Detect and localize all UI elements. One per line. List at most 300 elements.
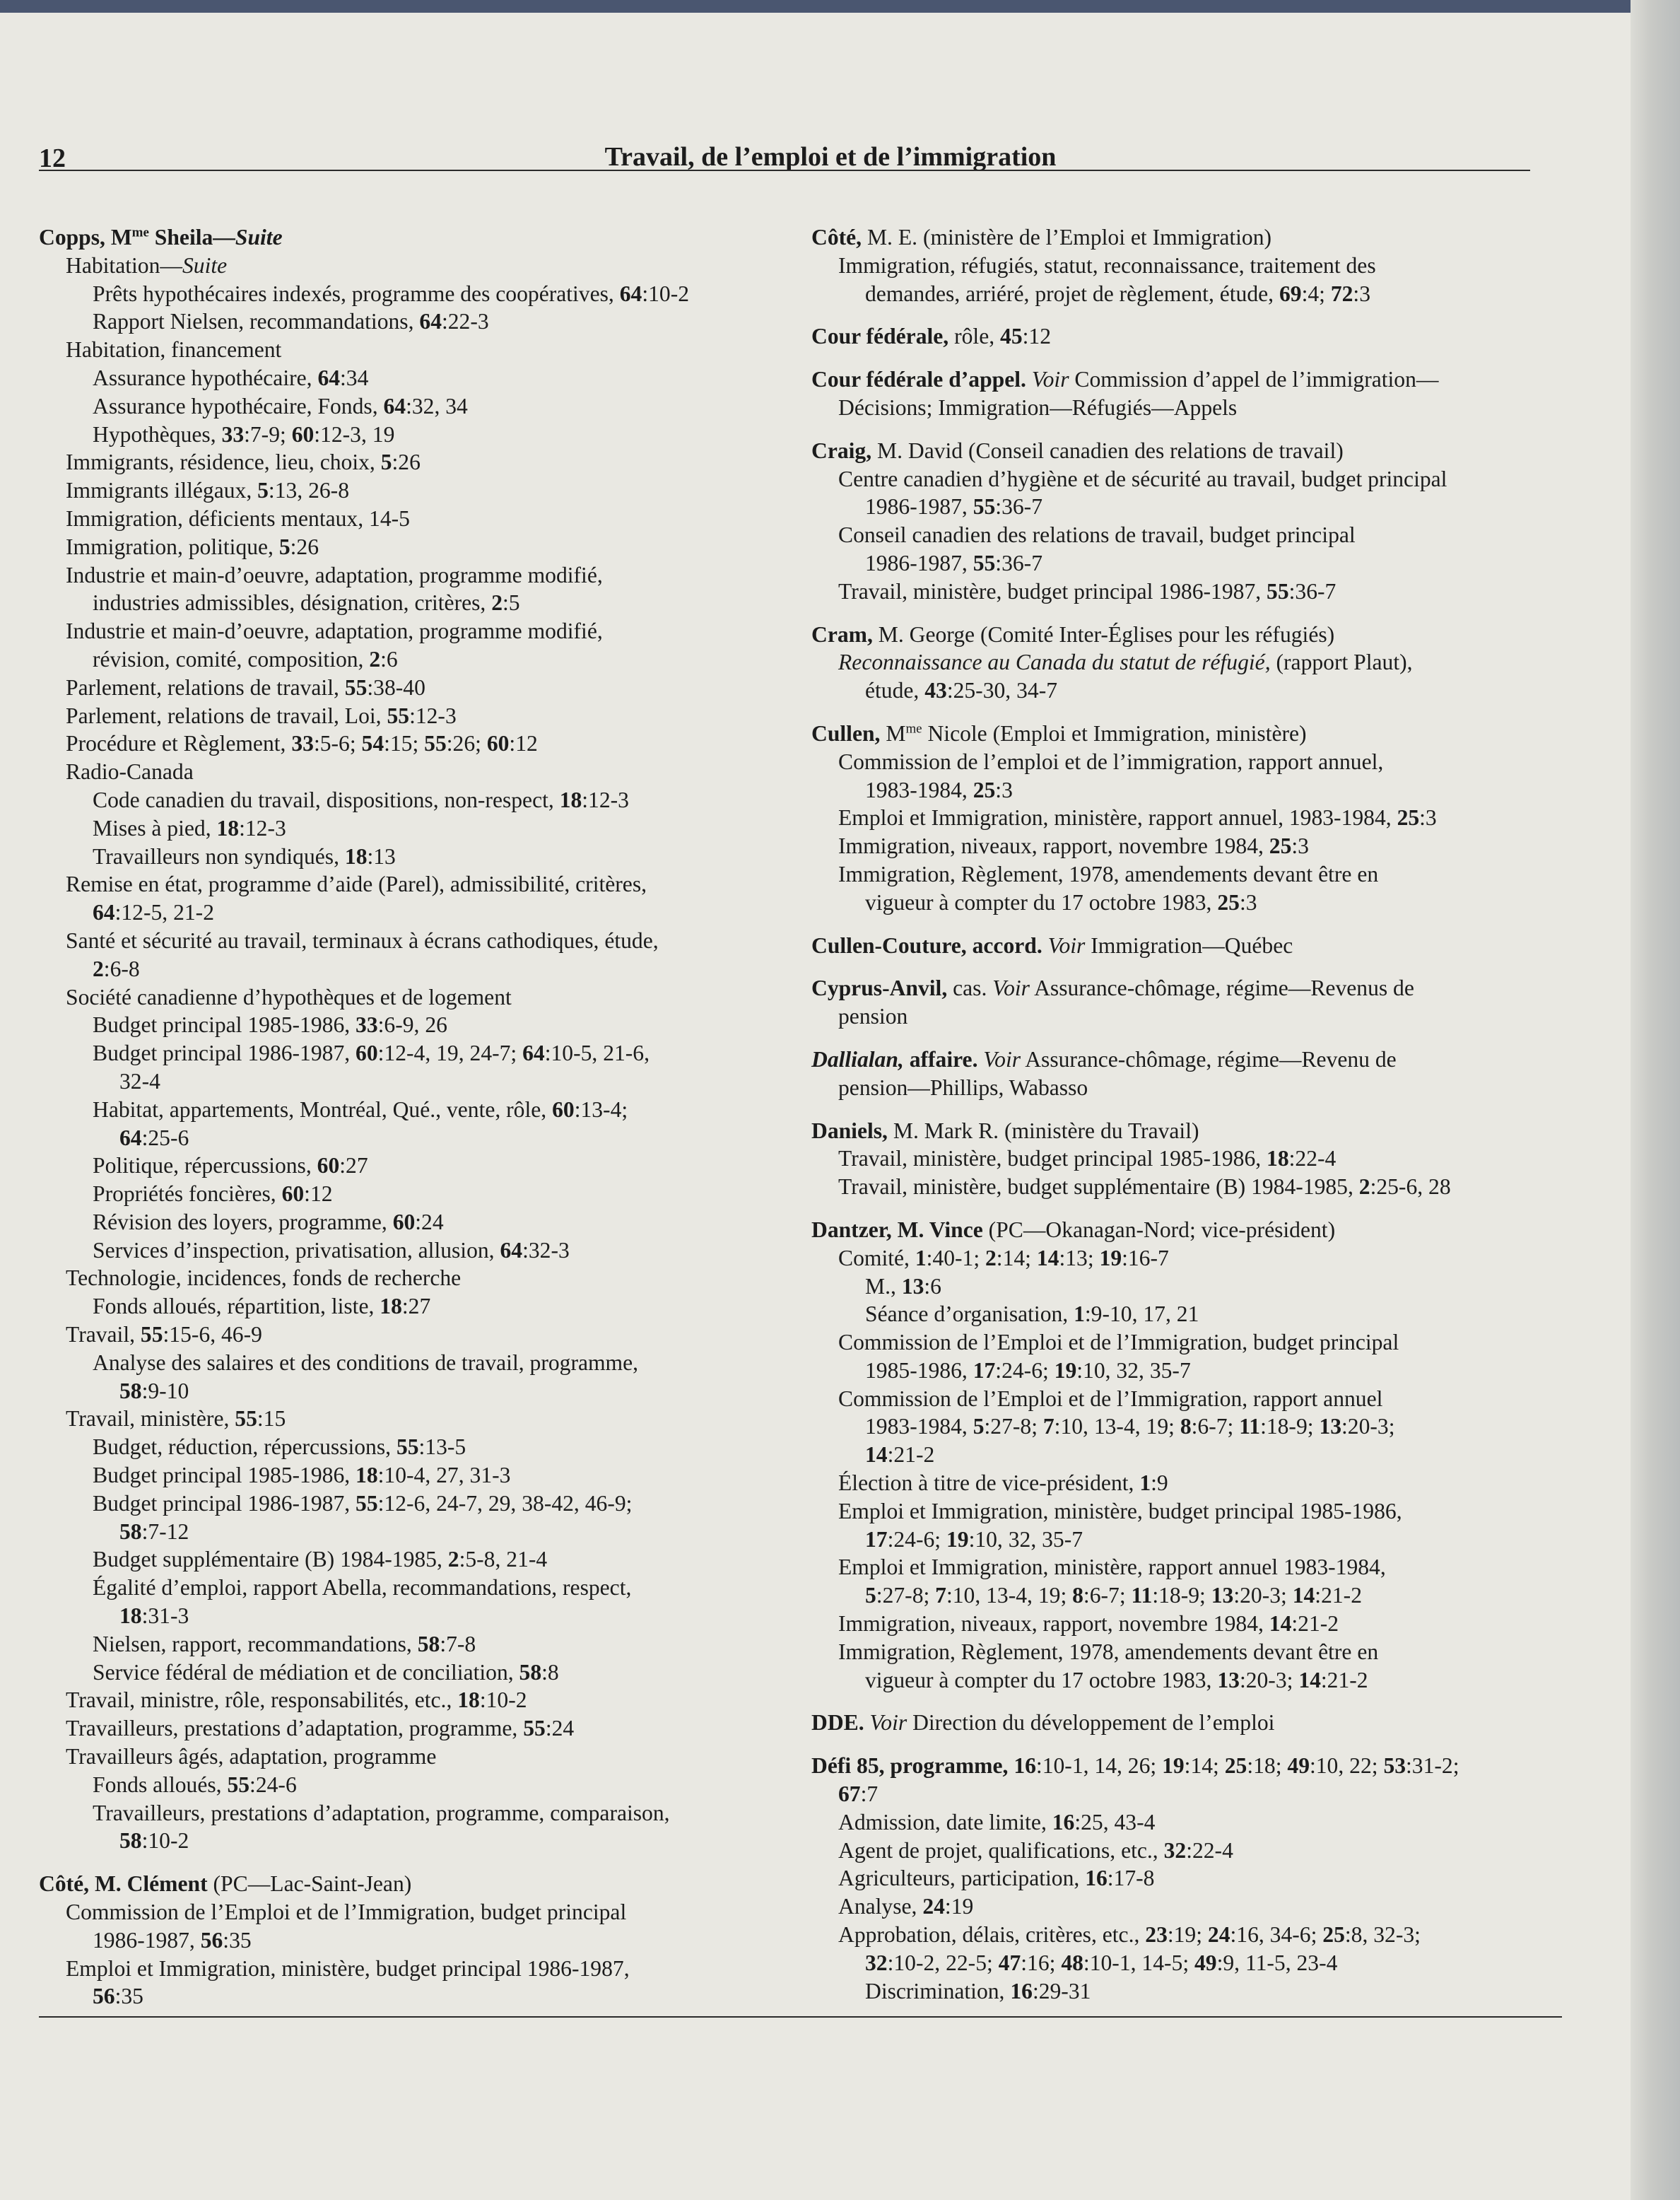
index-subentry	[811, 1469, 1546, 1497]
index-page-ref: 13	[901, 1273, 924, 1299]
index-subentry	[39, 870, 802, 899]
index-text: :21-2	[1291, 1611, 1339, 1637]
entry-gap	[811, 959, 1546, 974]
index-subentry	[811, 1074, 1546, 1102]
index-subentry	[39, 1405, 802, 1433]
index-page-ref: 32	[1163, 1837, 1187, 1863]
index-page-ref: 18	[356, 1463, 378, 1488]
index-text: (PC—Okanagan-Nord; vice-président)	[982, 1217, 1336, 1242]
index-text: Assurance hypothécaire, Fonds,	[93, 393, 384, 419]
index-page-ref: 55	[523, 1716, 546, 1741]
index-page-ref: 18	[119, 1603, 142, 1629]
index-subentry	[39, 1686, 802, 1714]
index-text: :36-7	[995, 494, 1042, 520]
index-subentry	[811, 280, 1546, 308]
index-text: étude,	[865, 678, 925, 703]
index-page-ref: 56	[200, 1927, 223, 1953]
entry-gap	[811, 422, 1546, 437]
index-subentry	[39, 702, 802, 730]
index-page-ref: 2	[93, 956, 104, 981]
entry-gap	[811, 351, 1546, 365]
index-text: :10, 32, 35-7	[968, 1526, 1083, 1552]
index-text: :40-1;	[926, 1245, 985, 1270]
index-subentry	[39, 730, 802, 758]
index-subentry	[811, 549, 1546, 578]
index-text: :16-7	[1122, 1245, 1169, 1270]
index-subentry	[39, 955, 802, 983]
index-text: Commission de l’emploi et de l’immigration, rapport annuel,	[838, 749, 1384, 774]
index-page-ref: 49	[1287, 1753, 1310, 1779]
index-text: Code canadien du travail, dispositions, non-respect,	[93, 787, 560, 812]
index-page-ref: 43	[924, 678, 947, 703]
index-subentry	[811, 1837, 1546, 1865]
index-page-ref: 8	[1180, 1414, 1192, 1439]
index-page-ref: 55	[396, 1434, 419, 1460]
index-text: M. George (Comité Inter-Églises pour les réfugiés)	[872, 621, 1335, 647]
index-page-ref: Craig,	[811, 438, 872, 463]
index-page-ref: 55	[227, 1772, 250, 1797]
index-subentry	[39, 392, 802, 421]
index-text: Approbation, délais, critères, etc.,	[838, 1922, 1146, 1948]
index-subentry	[39, 1743, 802, 1771]
index-text: Travailleurs, prestations d’adaptation, programme, comparaison,	[93, 1800, 670, 1825]
index-text: Habitat, appartements, Montréal, Qué., vente, rôle,	[93, 1096, 553, 1122]
index-text: :12-6, 24-7, 29, 38-42, 46-9;	[377, 1490, 633, 1516]
index-text: Procédure et Règlement,	[66, 731, 292, 756]
index-text: industries admissibles, désignation, critères,	[93, 590, 492, 616]
index-text: Emploi et Immigration, ministère, budget principal 1986-1987,	[66, 1955, 630, 1981]
index-page-ref: 13	[1319, 1414, 1342, 1439]
index-subentry	[811, 648, 1546, 677]
index-page-ref: 16	[1010, 1978, 1033, 2003]
index-page-ref: 54	[361, 731, 384, 756]
index-text: :36-7	[1288, 578, 1337, 604]
index-text: :31-2;	[1406, 1753, 1459, 1779]
index-text: Technologie, incidences, fonds de recherche	[66, 1265, 462, 1291]
index-text: Comité,	[838, 1245, 915, 1270]
index-page-ref: 11	[1239, 1414, 1261, 1439]
index-subentry	[39, 1827, 802, 1855]
index-text: Voir	[869, 1710, 907, 1736]
index-text: :6-9, 26	[377, 1012, 447, 1038]
index-text: :10, 13-4, 19;	[1054, 1414, 1180, 1439]
index-text: :27-8;	[984, 1414, 1043, 1439]
header-rule	[39, 170, 1530, 171]
index-page-ref: 18	[344, 843, 368, 869]
index-text: M. Mark R. (ministère du Travail)	[887, 1118, 1199, 1143]
index-page-ref: 5	[257, 478, 269, 503]
index-text: Fonds alloués, répartition, liste,	[93, 1294, 380, 1319]
index-text: :14;	[996, 1245, 1037, 1270]
index-text: 1986-1987,	[865, 550, 973, 575]
index-text: :29-31	[1032, 1978, 1091, 2003]
index-subentry	[811, 1145, 1546, 1173]
index-subentry	[811, 1328, 1546, 1357]
index-entry-heading	[811, 1046, 1546, 1074]
index-page-ref: 69	[1279, 281, 1302, 306]
index-text: Reconnaissance au Canada du statut de réfugié,	[838, 650, 1271, 675]
index-text: vigueur à compter du 17 octobre 1983,	[865, 889, 1218, 915]
index-subentry	[39, 1349, 802, 1377]
index-text: :38-40	[367, 674, 425, 700]
index-text: Assurance-chômage, régime—Revenu de	[1021, 1046, 1397, 1072]
index-subentry	[811, 748, 1546, 776]
index-subentry	[811, 578, 1546, 606]
index-text: :12-3	[409, 703, 457, 728]
index-subentry	[39, 280, 802, 308]
index-text: :12-3	[239, 815, 286, 841]
index-subentry	[39, 814, 802, 843]
index-page-ref: 25	[1397, 805, 1420, 831]
index-subentry	[39, 1658, 802, 1687]
index-text: Commission de l’Emploi et de l’Immigration, budget principal	[838, 1330, 1399, 1355]
index-subentry	[39, 1955, 802, 1983]
page-number: 12	[39, 144, 66, 173]
entry-gap	[811, 606, 1546, 621]
index-text: Commission de l’Emploi et de l’Immigration, budget principal	[66, 1900, 627, 1925]
index-text: Remise en état, programme d’aide (Parel), admissibilité, critères,	[66, 872, 647, 897]
index-subentry	[811, 465, 1546, 493]
index-page-ref: 2	[1358, 1174, 1370, 1200]
index-text: Décisions; Immigration—Réfugiés—Appels	[838, 394, 1238, 420]
index-subentry	[811, 776, 1546, 804]
index-text: Immigration, Règlement, 1978, amendements devant être en	[838, 861, 1379, 887]
index-text: :10-2	[479, 1687, 527, 1713]
index-text: Admission, date limite,	[838, 1809, 1052, 1835]
index-page-ref: 14	[865, 1442, 888, 1468]
index-subentry	[39, 1039, 802, 1067]
index-page-ref: 14	[1292, 1583, 1315, 1608]
index-text: Commission d’appel de l’immigration—	[1069, 367, 1439, 392]
index-text: :13-5	[418, 1434, 466, 1460]
index-page-ref: 14	[1036, 1245, 1059, 1270]
index-text: révision, comité, composition,	[93, 646, 370, 672]
index-text: :6-7;	[1083, 1583, 1132, 1608]
index-subentry	[811, 804, 1546, 832]
index-text: Assurance hypothécaire,	[93, 365, 318, 390]
index-subentry	[39, 1180, 802, 1208]
index-subentry	[39, 1321, 802, 1349]
index-text: (PC—Lac-Saint-Jean)	[207, 1871, 412, 1897]
index-text: vigueur à compter du 17 octobre 1983,	[865, 1667, 1218, 1692]
index-text: Habitation, financement	[66, 337, 282, 363]
index-text: Parlement, relations de travail,	[66, 674, 345, 700]
index-text: :7-9;	[244, 421, 292, 447]
index-page-ref: 64	[500, 1237, 523, 1263]
index-subentry	[39, 476, 802, 505]
index-subentry	[39, 1152, 802, 1180]
index-subentry	[811, 521, 1546, 549]
index-text: :19;	[1167, 1922, 1208, 1948]
index-page-ref: 14	[1269, 1611, 1292, 1637]
index-text: Travail,	[66, 1322, 141, 1347]
index-subentry	[39, 758, 802, 786]
index-page-ref: 16	[1014, 1753, 1036, 1779]
index-page-ref: 5	[380, 450, 392, 475]
index-text: :12	[304, 1181, 333, 1207]
scan-top-border	[0, 0, 1680, 13]
index-entry-heading	[811, 1117, 1546, 1145]
index-text: Nicole (Emploi et Immigration, ministère)	[922, 720, 1307, 746]
index-page-ref: 8	[1072, 1583, 1083, 1608]
index-subentry	[811, 1497, 1546, 1526]
index-text: :22-3	[441, 309, 489, 334]
index-page-ref: 19	[1099, 1245, 1122, 1270]
index-text: :10-2, 22-5;	[887, 1950, 999, 1975]
index-text: :15	[257, 1406, 286, 1432]
index-page-ref: Cullen,	[811, 720, 881, 746]
index-text: :20-3;	[1341, 1414, 1395, 1439]
entry-gap	[811, 917, 1546, 932]
index-text: :9-10, 17, 21	[1084, 1301, 1199, 1327]
index-page-ref: 55	[235, 1406, 257, 1432]
index-text: :12-5, 21-2	[114, 900, 214, 925]
index-subentry	[39, 1067, 802, 1096]
index-page-ref: 58	[519, 1659, 542, 1685]
index-subentry	[39, 843, 802, 871]
index-text: demandes, arriéré, projet de règlement, étude,	[865, 281, 1279, 306]
index-text: Travailleurs âgés, adaptation, programme	[66, 1744, 437, 1769]
index-text: :6	[924, 1273, 941, 1299]
index-subentry	[39, 674, 802, 702]
index-text: :27-8;	[876, 1583, 936, 1608]
index-page-ref: Cour fédérale d’appel.	[811, 367, 1026, 392]
index-page-ref: 14	[1298, 1667, 1321, 1692]
index-page-ref: Côté,	[811, 225, 862, 250]
index-text: Emploi et Immigration, ministère, rapport annuel 1983-1984,	[838, 1555, 1386, 1580]
index-page-ref: 53	[1383, 1753, 1406, 1779]
index-text: :13	[367, 843, 396, 869]
index-text: Élection à titre de vice-président,	[838, 1470, 1140, 1496]
index-text: Immigration, niveaux, rapport, novembre 1984,	[838, 833, 1269, 859]
index-text: Budget principal 1985-1986,	[93, 1012, 356, 1038]
index-column-left	[39, 223, 802, 2011]
index-text: :7-8	[440, 1631, 476, 1656]
index-text: Emploi et Immigration, ministère, budget principal 1985-1986,	[838, 1498, 1402, 1523]
index-page-ref: 2	[447, 1547, 459, 1572]
index-page-ref: 64	[619, 281, 642, 306]
index-page-ref: 19	[1162, 1753, 1185, 1779]
index-entry-heading	[811, 974, 1546, 1002]
index-entry-heading	[39, 1870, 802, 1898]
index-subentry	[811, 1808, 1546, 1837]
index-text: :13-4;	[574, 1096, 628, 1122]
entry-gap	[811, 1201, 1546, 1216]
index-text: :25-30, 34-7	[946, 678, 1058, 703]
index-text: :9, 11-5, 23-4	[1216, 1950, 1338, 1975]
index-page-ref: 33	[221, 421, 245, 447]
index-subentry	[811, 889, 1546, 917]
index-page-ref: 16	[1085, 1866, 1108, 1891]
index-page-ref: 19	[946, 1526, 969, 1552]
index-page-ref: 64	[522, 1041, 545, 1066]
index-page-ref: 55	[424, 731, 447, 756]
entry-gap	[811, 705, 1546, 720]
index-subentry	[811, 493, 1546, 521]
index-page-ref: 25	[1322, 1922, 1345, 1948]
index-page-ref: 55	[1267, 578, 1289, 604]
footer-rule	[39, 2016, 1562, 2018]
index-text: :5-8, 21-4	[459, 1547, 548, 1572]
index-page-ref: 64	[119, 1125, 142, 1150]
index-text: me	[905, 721, 922, 737]
index-text: Immigration, Règlement, 1978, amendements devant être en	[838, 1639, 1379, 1664]
index-text: :13;	[1059, 1245, 1100, 1270]
index-subentry	[39, 561, 802, 590]
index-text: :13, 26-8	[268, 478, 350, 503]
index-entry-heading	[811, 1752, 1546, 1780]
index-subentry	[39, 533, 802, 561]
index-text: Politique, répercussions,	[93, 1153, 317, 1178]
index-text: Direction du développement de l’emploi	[907, 1710, 1275, 1736]
index-page-ref: 19	[1054, 1357, 1077, 1383]
index-text: Budget principal 1986-1987,	[93, 1490, 356, 1516]
scan-page-edge	[1631, 0, 1680, 2200]
index-subentry	[811, 1921, 1546, 1949]
index-page-ref: Cram,	[811, 621, 873, 647]
index-text: Parlement, relations de travail, Loi,	[66, 703, 387, 728]
index-text: Assurance-chômage, régime—Revenus de	[1029, 976, 1414, 1001]
index-text: :24-6	[249, 1772, 297, 1797]
index-text: :20-3;	[1233, 1583, 1293, 1608]
index-text: :24	[415, 1209, 444, 1234]
index-subentry	[39, 1602, 802, 1630]
index-text: :16, 34-6;	[1230, 1922, 1323, 1948]
index-entry-heading	[811, 365, 1546, 394]
index-text: :26	[392, 450, 421, 475]
index-text: :17-8	[1107, 1866, 1155, 1891]
index-text: :18-9;	[1152, 1583, 1211, 1608]
index-page-ref: 5	[278, 534, 290, 559]
index-page-ref: 60	[317, 1153, 340, 1178]
index-text: Voir	[983, 1046, 1021, 1072]
index-text: 1983-1984,	[865, 777, 973, 802]
index-text: :3	[1353, 281, 1370, 306]
entry-gap	[811, 308, 1546, 322]
index-subentry	[39, 1926, 802, 1955]
index-text: Nielsen, rapport, recommandations,	[93, 1631, 418, 1656]
index-entry-heading	[811, 932, 1546, 960]
index-text: Séance d’organisation,	[865, 1301, 1074, 1327]
index-text: :9	[1151, 1470, 1168, 1496]
index-text: :10, 22;	[1309, 1753, 1384, 1779]
index-subentry	[39, 1011, 802, 1039]
index-text: Sheila—	[148, 225, 235, 250]
index-text: :21-2	[1315, 1583, 1362, 1608]
index-page-ref: 25	[1224, 1753, 1247, 1779]
index-page-ref: 47	[998, 1950, 1021, 1975]
index-text: Rapport Nielsen, recommandations,	[93, 309, 420, 334]
index-page-ref: 17	[973, 1357, 996, 1383]
index-text: :18-9;	[1260, 1414, 1320, 1439]
index-text: Travailleurs, prestations d’adaptation, programme,	[66, 1716, 524, 1741]
index-subentry	[39, 1124, 802, 1152]
index-subentry	[39, 1545, 802, 1574]
index-page-ref: 18	[216, 815, 240, 841]
index-page-ref: 16	[1052, 1809, 1075, 1835]
index-page-ref: 58	[119, 1828, 142, 1854]
index-text: :25-6, 28	[1370, 1174, 1451, 1200]
index-text: rôle,	[948, 324, 1001, 349]
index-text: Budget, réduction, répercussions,	[93, 1434, 396, 1460]
index-page-ref: 55	[356, 1490, 378, 1516]
index-text: Conseil canadien des relations de travail, budget principal	[838, 522, 1356, 548]
index-text: cas.	[947, 976, 993, 1001]
index-text	[864, 1710, 870, 1735]
index-subentry	[39, 645, 802, 674]
index-text: :3	[1291, 833, 1309, 859]
index-text: :24-6;	[887, 1526, 946, 1552]
index-text: :7	[860, 1781, 879, 1807]
index-text: :32-3	[522, 1237, 570, 1263]
index-text: Fonds alloués,	[93, 1772, 228, 1797]
index-subentry	[811, 252, 1546, 280]
index-text: Agriculteurs, participation,	[838, 1866, 1086, 1891]
index-subentry	[39, 1433, 802, 1461]
index-text: 32-4	[119, 1068, 160, 1094]
index-subentry	[39, 505, 802, 533]
index-subentry	[811, 1949, 1546, 1977]
index-subentry	[39, 336, 802, 364]
index-subentry	[811, 1977, 1546, 2006]
index-text: :25-6	[141, 1125, 189, 1150]
index-subentry	[39, 1630, 802, 1658]
index-entry-heading	[811, 322, 1546, 351]
index-page-ref: 64	[317, 365, 341, 390]
index-text: Discrimination,	[865, 1978, 1011, 2003]
index-page-ref: Dallialan,	[811, 1046, 904, 1072]
index-subentry	[39, 1236, 802, 1265]
index-text: Analyse,	[838, 1894, 923, 1919]
index-text: :16;	[1021, 1950, 1062, 1975]
index-text: Santé et sécurité au travail, terminaux à écrans cathodiques, étude,	[66, 928, 659, 953]
index-subentry	[39, 1982, 802, 2011]
index-text: Immigrants, résidence, lieu, choix,	[66, 450, 381, 475]
index-page-ref: Cour fédérale,	[811, 324, 949, 349]
index-page-ref: 48	[1061, 1950, 1083, 1975]
index-text: Budget principal 1985-1986,	[93, 1463, 356, 1488]
index-page-ref: 45	[1000, 324, 1023, 349]
index-page-ref: 1	[1139, 1470, 1151, 1496]
index-subentry	[811, 1385, 1546, 1413]
index-subentry	[39, 927, 802, 955]
index-text: Travail, ministère,	[66, 1406, 235, 1432]
index-page-ref: 33	[291, 731, 314, 756]
index-text: :10, 13-4, 19;	[946, 1583, 1073, 1608]
index-page-ref: 64	[419, 309, 442, 334]
index-text: :5	[503, 590, 520, 616]
index-page-ref: 60	[281, 1181, 305, 1207]
index-subentry	[39, 589, 802, 617]
index-text	[1042, 933, 1048, 958]
index-text: :27	[339, 1153, 368, 1178]
index-text: :21-2	[887, 1442, 935, 1468]
index-subentry	[39, 1208, 802, 1236]
index-text: (rapport Plaut),	[1270, 650, 1413, 675]
index-text: Budget supplémentaire (B) 1984-1985,	[93, 1547, 448, 1572]
index-page-ref: 2	[985, 1245, 997, 1270]
index-text: M. David (Conseil canadien des relations de travail)	[871, 438, 1344, 463]
index-text: 1986-1987,	[865, 494, 973, 520]
index-page-ref: 24	[1207, 1922, 1230, 1948]
index-page-ref: 7	[1042, 1414, 1055, 1439]
index-subentry	[811, 1610, 1546, 1638]
index-text: Budget principal 1986-1987,	[93, 1041, 356, 1066]
index-page-ref: 23	[1145, 1922, 1168, 1948]
index-page-ref: Cyprus-Anvil,	[811, 976, 948, 1001]
index-text: Révision des loyers, programme,	[93, 1209, 393, 1234]
index-text: :22-4	[1288, 1146, 1337, 1171]
